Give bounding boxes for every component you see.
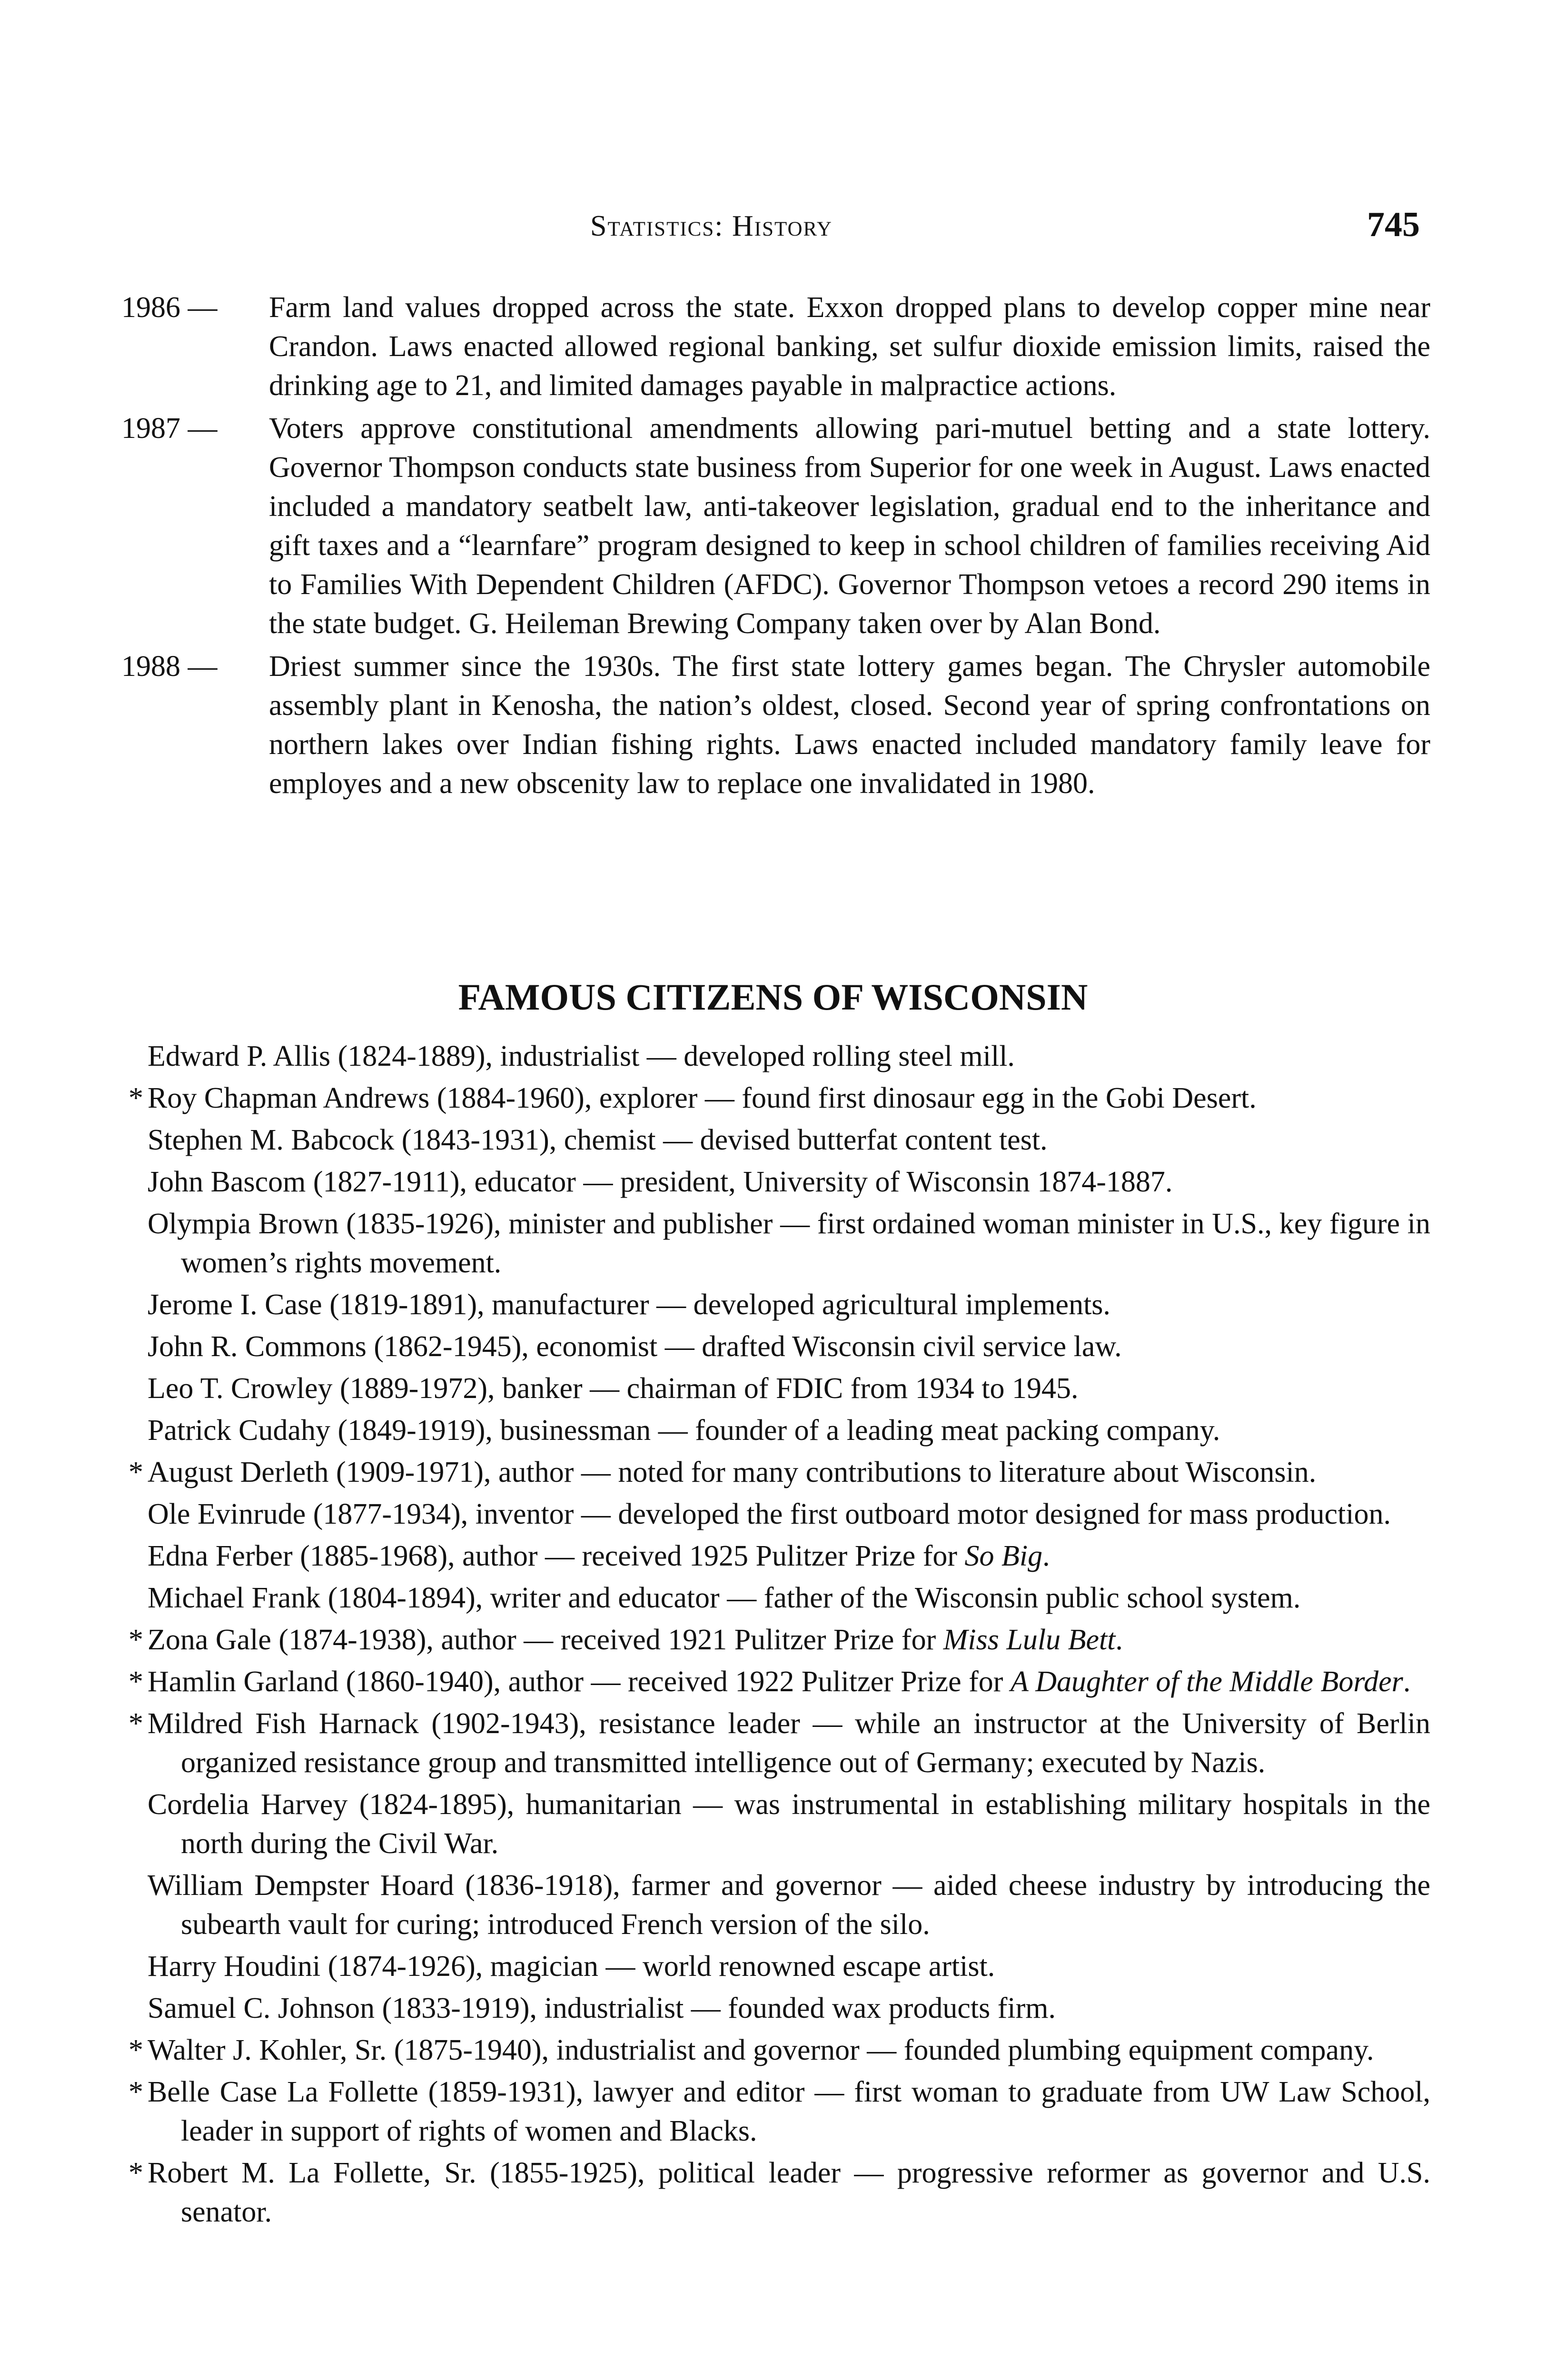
citizen-text: Hamlin Garland (1860-1940), author — received 1922 Pulitzer Prize for A Daughter of the Middle Border. (148, 1666, 1411, 1698)
citizen-entry (129, 1620, 1430, 1659)
notable-marker: * (129, 2076, 143, 2108)
citizen-entry (129, 1162, 1430, 1201)
notable-marker: * (129, 1666, 143, 1698)
history-text: Farm land values dropped across the state. Exxon dropped plans to develop copper mine near Crandon. Laws enacted allowed regional banking, set sulfur dioxide emission limits, raised the drinking age to 21, and limited damages payable in malpractice actions. (269, 291, 1430, 402)
citizen-entry (129, 1037, 1430, 1076)
notable-marker: * (129, 1707, 143, 1740)
citizen-entry (129, 1947, 1430, 1986)
citizen-entry (129, 1662, 1430, 1701)
citizen-entry (129, 1537, 1430, 1576)
citizen-text: Mildred Fish Harnack (1902-1943), resistance leader — while an instructor at the University of Berlin organized resistance group and transmitted intelligence out of Germany; executed by Nazis. (148, 1707, 1430, 1779)
citizen-entry (129, 1079, 1430, 1118)
citizen-text: August Derleth (1909-1971), author — noted for many contributions to literature about Wisconsin. (148, 1456, 1317, 1488)
citizen-entry (129, 1369, 1430, 1408)
citizen-entry (129, 1704, 1430, 1782)
notable-marker: * (129, 2034, 143, 2066)
citizen-entry (129, 1578, 1430, 1617)
citizen-entry (129, 1866, 1430, 1944)
citizen-entry (129, 1204, 1430, 1282)
citizen-text: Ole Evinrude (1877-1934), inventor — developed the first outboard motor designed for mass production. (148, 1498, 1391, 1530)
citizen-text: Cordelia Harvey (1824-1895), humanitarian — was instrumental in establishing military hospitals in the north during the Civil War. (148, 1788, 1430, 1860)
citizen-entry (129, 2153, 1430, 2231)
citizen-entry (129, 1327, 1430, 1366)
citizen-text: Belle Case La Follette (1859-1931), lawyer and editor — first woman to graduate from UW Law School, leader in support of rights of women and Blacks. (148, 2076, 1430, 2147)
running-head-title: Statistics: History (590, 210, 832, 242)
work-title: Miss Lulu Bett (943, 1624, 1116, 1656)
citizen-entry (129, 1989, 1430, 2028)
work-title: A Daughter of the Middle Border (1010, 1666, 1403, 1698)
citizen-text: Edna Ferber (1885-1968), author — received 1925 Pulitzer Prize for So Big. (148, 1540, 1050, 1572)
citizen-text: Zona Gale (1874-1938), author — received 1921 Pulitzer Prize for Miss Lulu Bett. (148, 1624, 1123, 1656)
history-year: 1986 — (121, 291, 218, 324)
work-title: So Big (964, 1540, 1043, 1572)
citizen-text: John Bascom (1827-1911), educator — president, University of Wisconsin 1874-1887. (148, 1166, 1173, 1198)
history-timeline (121, 288, 1430, 807)
history-year: 1988 — (121, 650, 218, 683)
citizens-list (129, 1037, 1430, 2234)
citizen-entry (129, 1785, 1430, 1863)
citizen-text: Patrick Cudahy (1849-1919), businessman — founder of a leading meat packing company. (148, 1414, 1220, 1447)
history-text: Driest summer since the 1930s. The first state lottery games began. The Chrysler automobile assembly plant in Kenosha, the nation’s oldest, closed. Second year of spring confrontations on northern lakes over Indian fishing rights. Laws enacted included mandatory family leave for employes and a new obscenity law to replace one invalidated in 1980. (269, 650, 1430, 800)
citizen-entry (129, 1121, 1430, 1160)
page-number: 745 (1367, 205, 1420, 244)
citizen-entry (129, 1495, 1430, 1534)
citizen-text: Edward P. Allis (1824-1889), industrialist — developed rolling steel mill. (148, 1040, 1015, 1072)
citizen-entry (129, 1453, 1430, 1492)
notable-marker: * (129, 1624, 143, 1656)
history-entry (121, 647, 1430, 803)
notable-marker: * (129, 2157, 143, 2189)
running-head (0, 205, 1546, 252)
citizen-text: Roy Chapman Andrews (1884-1960), explorer — found first dinosaur egg in the Gobi Desert. (148, 1082, 1257, 1114)
history-text: Voters approve constitutional amendments allowing pari-mutuel betting and a state lottery. Governor Thompson conducts state business from Superior for one week in August. Laws enacted included a mandatory seatbelt law, anti-takeover legislation, gradual end to the inheritance and gift taxes and a “learnfare” program designed to keep in school children of families receiving Aid to Families With Dependent Children (AFDC). Governor Thompson vetoes a record 290 items in the state budget. G. Heileman Brewing Company taken over by Alan Bond. (269, 412, 1430, 640)
citizen-text: Leo T. Crowley (1889-1972), banker — chairman of FDIC from 1934 to 1945. (148, 1372, 1079, 1405)
notable-marker: * (129, 1082, 143, 1114)
citizen-text: Stephen M. Babcock (1843-1931), chemist — devised butterfat content test. (148, 1124, 1048, 1156)
history-entry (121, 409, 1430, 643)
history-entry (121, 288, 1430, 405)
citizen-text: Harry Houdini (1874-1926), magician — world renowned escape artist. (148, 1950, 995, 1983)
citizen-text: Michael Frank (1804-1894), writer and educator — father of the Wisconsin public school system. (148, 1582, 1301, 1614)
citizen-entry (129, 2031, 1430, 2070)
citizen-text: Samuel C. Johnson (1833-1919), industrialist — founded wax products firm. (148, 1992, 1056, 2024)
citizen-text: William Dempster Hoard (1836-1918), farmer and governor — aided cheese industry by introducing the subearth vault for curing; introduced French version of the silo. (148, 1869, 1430, 1941)
section-title: FAMOUS CITIZENS OF WISCONSIN (458, 976, 1088, 1018)
citizen-text: Jerome I. Case (1819-1891), manufacturer — developed agricultural implements. (148, 1289, 1110, 1321)
citizen-entry (129, 2073, 1430, 2151)
history-year: 1987 — (121, 412, 218, 445)
citizen-text: Robert M. La Follette, Sr. (1855-1925), political leader — progressive reformer as governor and U.S. senator. (148, 2157, 1430, 2228)
notable-marker: * (129, 1456, 143, 1488)
citizen-entry (129, 1285, 1430, 1324)
citizen-entry (129, 1411, 1430, 1450)
citizen-text: Walter J. Kohler, Sr. (1875-1940), industrialist and governor — founded plumbing equipment company. (148, 2034, 1374, 2066)
citizen-text: Olympia Brown (1835-1926), minister and publisher — first ordained woman minister in U.S., key figure in women’s rights movement. (148, 1208, 1430, 1279)
citizen-text: John R. Commons (1862-1945), economist — drafted Wisconsin civil service law. (148, 1330, 1122, 1363)
